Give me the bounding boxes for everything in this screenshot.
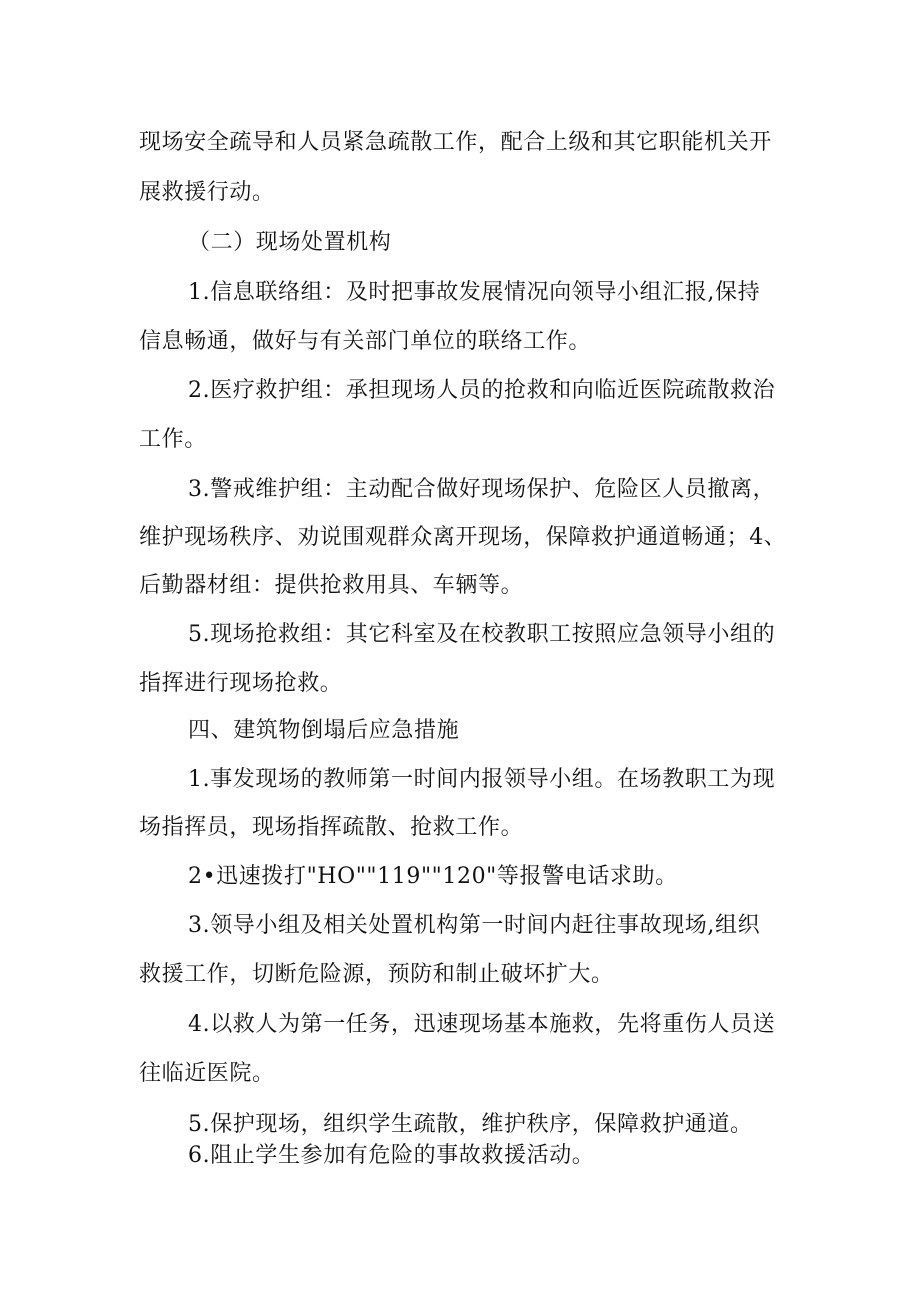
text-line: 1.信息联络组：及时把事故发展情况向领导小组汇报,保持	[188, 280, 761, 305]
text-line: 6.阻止学生参加有危险的事故救援活动。	[188, 1143, 595, 1168]
text-line: 展救援行动。	[139, 180, 275, 205]
text-line: 2.医疗救护组：承担现场人员的抢救和向临近医院疏散救治	[188, 378, 776, 403]
text-line: 5.保护现场，组织学生疏散，维护秩序，保障救护通道。	[188, 1112, 753, 1137]
text-line: 3.警戒维护组：主动配合做好现场保护、危险区人员撤离，	[188, 477, 776, 502]
text-line: 2•迅速拨打"HO""119""120"等报警电话求助。	[188, 864, 678, 889]
text-line: 信息畅通，做好与有关部门单位的联络工作。	[139, 329, 592, 354]
text-line: 5.现场抢救组：其它科室及在校教职工按照应急领导小组的	[188, 622, 776, 647]
text-line: 指挥进行现场抢救。	[139, 671, 343, 696]
text-line: 救援工作，切断危险源，预防和制止破坏扩大。	[139, 962, 614, 987]
text-line: 后勤器材组：提供抢救用具、车辆等。	[139, 573, 524, 598]
text-line: 现场安全疏导和人员紧急疏散工作，配合上级和其它职能机关开	[139, 130, 772, 155]
text-line: 维护现场秩序、劝说围观群众离开现场，保障救护通道畅通；4、	[139, 525, 787, 550]
text-line: 4.以救人为第一任务，迅速现场基本施救，先将重伤人员送	[188, 1012, 776, 1037]
text-line: 往临近医院。	[139, 1061, 275, 1086]
text-line: 场指挥员，现场指挥疏散、抢救工作。	[139, 815, 524, 840]
section-heading: 四、建筑物倒塌后应急措施	[188, 718, 460, 743]
text-line: 3.领导小组及相关处置机构第一时间内赶往事故现场,组织	[188, 913, 761, 938]
text-line: 工作。	[139, 427, 207, 452]
text-line: 1.事发现场的教师第一时间内报领导小组。在场教职工为现	[188, 767, 776, 792]
section-heading: （二）现场处置机构	[188, 230, 392, 255]
